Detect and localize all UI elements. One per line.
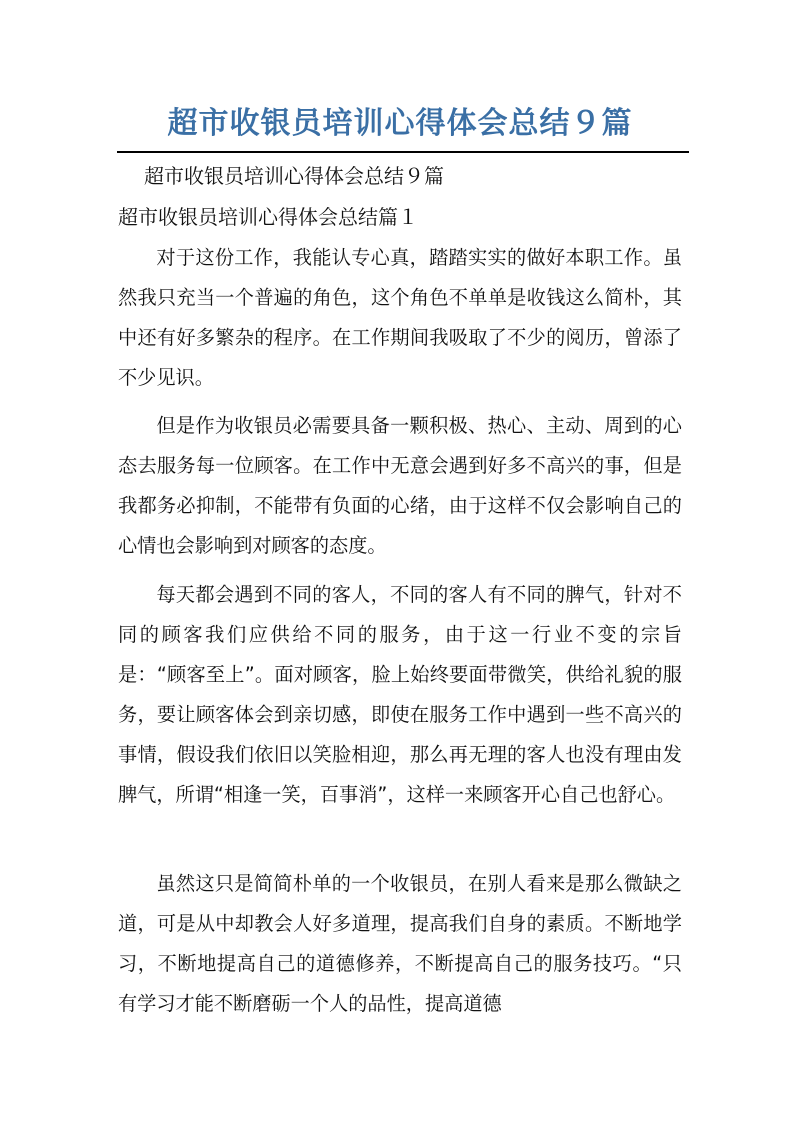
paragraph: 对于这份工作，我能认专心真，踏踏实实的做好本职工作。虽然我只充当一个普遍的角色，这个角色不单单是收钱这么简朴，其中还有好多繁杂的程序。在工作期间我吸取了不少的阅历，曾添了不少见识。 bbox=[118, 246, 682, 389]
paragraph: 虽然这只是简简朴单的一个收银员，在别人看来是那么微缺之道，可是从中却教会人好多道理，提高我们自身的素质。不断地学习，不断地提高自己的道德修养，不断提高自己的服务技巧。“只有学习才能不断磨砺一个人的品性，提高道德 bbox=[118, 872, 682, 1015]
paragraph: 但是作为收银员必需要具备一颗积极、热心、主动、周到的心态去服务每一位顾客。在工作中无意会遇到好多不高兴的事，但是我都务必抑制，不能带有负面的心绪，由于这样不仅会影响自己的心情也会影响到对顾客的态度。 bbox=[118, 414, 682, 557]
document-subtitle: 超市收银员培训心得体会总结９篇 bbox=[144, 164, 444, 188]
paragraph: 每天都会遇到不同的客人，不同的客人有不同的脾气，针对不同的顾客我们应供给不同的服务，由于这一行业不变的宗旨是：“顾客至上”。面对顾客，脸上始终要面带微笑，供给礼貌的服务，要让顾客体会到亲切感，即使在服务工作中遇到一些不高兴的事情，假设我们依旧以笑脸相迎，那么再无理的客人也没有理由发脾气，所谓“相逢一笑，百事消”，这样一来顾客开心自己也舒心。 bbox=[118, 583, 682, 806]
title-divider bbox=[117, 151, 689, 153]
section-heading: 超市收银员培训心得体会总结篇１ bbox=[118, 205, 418, 229]
document-title: 超市收银员培训心得体会总结９篇 bbox=[167, 106, 633, 141]
